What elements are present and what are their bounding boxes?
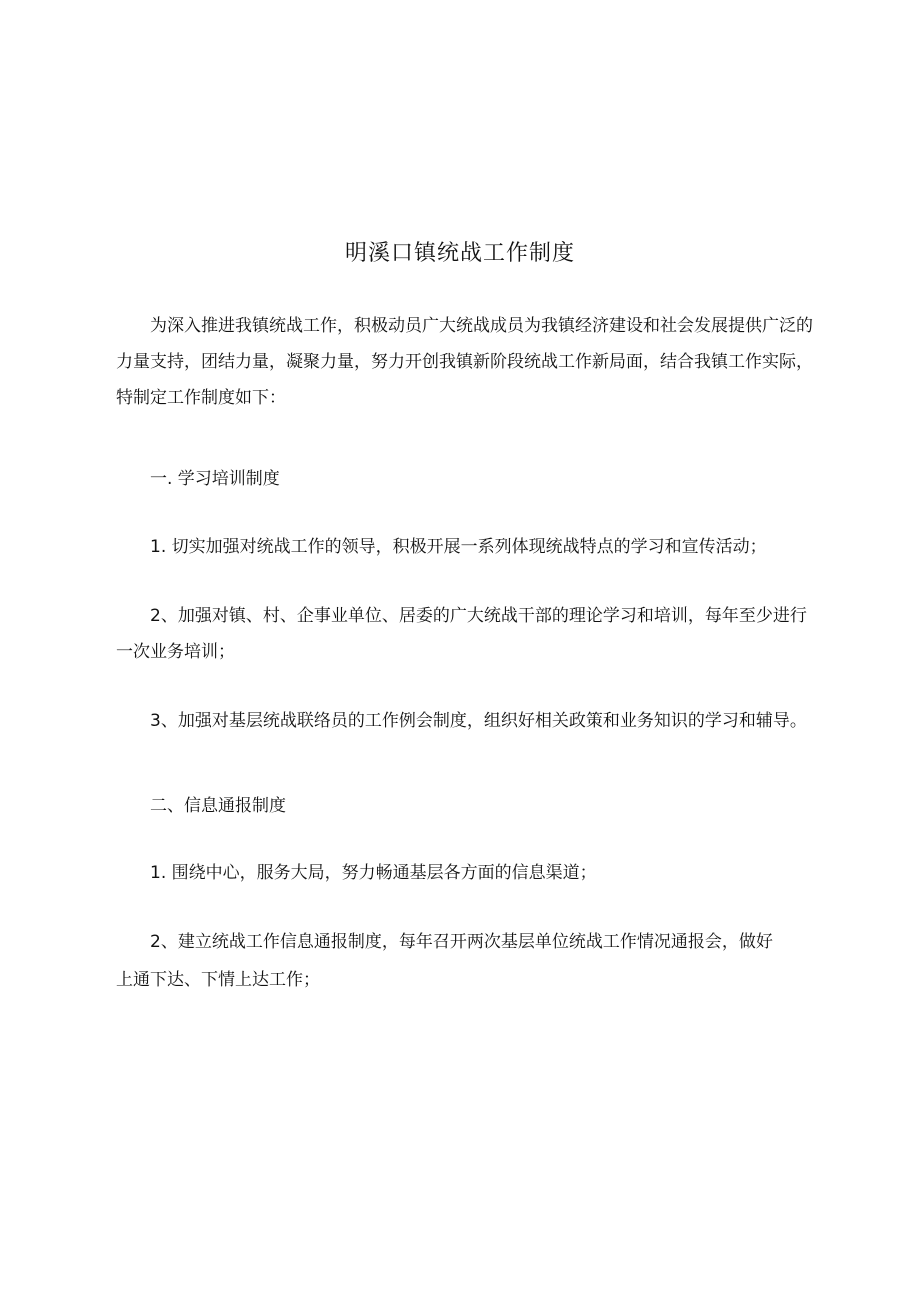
study-item-2-line-2: 一次业务培训； — [116, 642, 235, 662]
intro-line-1: 为深入推进我镇统战工作，积极动员广大统战成员为我镇经济建设和社会发展提供广泛的 — [150, 316, 813, 336]
section-heading-info-report: 二、信息通报制度 — [150, 796, 286, 816]
study-item-2-line-1: 2、加强对镇、村、企事业单位、居委的广大统战干部的理论学习和培训，每年至少进行 — [150, 606, 807, 626]
study-item-1: 1. 切实加强对统战工作的领导，积极开展一系列体现统战特点的学习和宣传活动； — [150, 537, 767, 557]
intro-line-2: 力量支持，团结力量，凝聚力量，努力开创我镇新阶段统战工作新局面，结合我镇工作实际， — [116, 352, 813, 372]
info-item-2-line-1: 2、建立统战工作信息通报制度，每年召开两次基层单位统战工作情况通报会，做好 — [150, 932, 773, 952]
document-title: 明溪口镇统战工作制度 — [344, 241, 575, 266]
intro-line-3: 特制定工作制度如下： — [116, 388, 286, 408]
info-item-2-line-2: 上通下达、下情上达工作； — [116, 970, 320, 990]
info-item-1: 1. 围绕中心，服务大局，努力畅通基层各方面的信息渠道； — [150, 863, 597, 883]
study-item-3: 3、加强对基层统战联络员的工作例会制度，组织好相关政策和业务知识的学习和辅导。 — [150, 711, 807, 731]
section-heading-study-training: 一. 学习培训制度 — [150, 469, 280, 489]
